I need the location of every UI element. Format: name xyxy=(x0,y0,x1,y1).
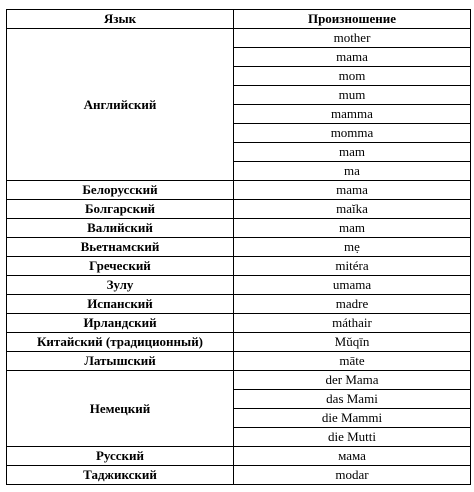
pronunciation-cell: māte xyxy=(234,352,471,371)
pronunciation-cell: mum xyxy=(234,86,471,105)
pronunciation-cell: mitéra xyxy=(234,257,471,276)
pronunciation-cell: die Mammi xyxy=(234,409,471,428)
table-row xyxy=(7,276,471,295)
language-cell: Белорусский xyxy=(7,181,234,200)
pronunciation-cell: momma xyxy=(234,124,471,143)
table-row xyxy=(7,314,471,333)
pronunciation-cell: ma xyxy=(234,162,471,181)
pronunciation-cell: mamma xyxy=(234,105,471,124)
pronunciation-cell: mam xyxy=(234,219,471,238)
language-column-header: Язык xyxy=(7,10,234,29)
pronunciation-cell: mẹ xyxy=(234,238,471,257)
language-cell: Испанский xyxy=(7,295,234,314)
pronunciation-cell: Mǔqīn xyxy=(234,333,471,352)
pronunciation-cell: máthair xyxy=(234,314,471,333)
language-cell: Болгарский xyxy=(7,200,234,219)
pronunciation-column-header: Произношение xyxy=(234,10,471,29)
language-cell: Английский xyxy=(7,29,234,181)
table-body xyxy=(7,29,471,485)
pronunciation-cell: der Mama xyxy=(234,371,471,390)
language-cell: Греческий xyxy=(7,257,234,276)
table-row xyxy=(7,29,471,48)
table-row xyxy=(7,219,471,238)
language-cell: Латышский xyxy=(7,352,234,371)
table-row xyxy=(7,295,471,314)
language-cell: Немецкий xyxy=(7,371,234,447)
table-row xyxy=(7,352,471,371)
pronunciation-cell: madre xyxy=(234,295,471,314)
table-row xyxy=(7,466,471,485)
language-cell: Китайский (традиционный) xyxy=(7,333,234,352)
pronunciation-cell: mama xyxy=(234,48,471,67)
pronunciation-cell: maĭka xyxy=(234,200,471,219)
pronunciation-cell: mama xyxy=(234,181,471,200)
pronunciation-cell: mom xyxy=(234,67,471,86)
table-row xyxy=(7,257,471,276)
pronunciation-cell: мама xyxy=(234,447,471,466)
table-row xyxy=(7,333,471,352)
language-cell: Валийский xyxy=(7,219,234,238)
pronunciation-cell: umama xyxy=(234,276,471,295)
pronunciation-cell: modar xyxy=(234,466,471,485)
language-cell: Зулу xyxy=(7,276,234,295)
pronunciation-cell: die Mutti xyxy=(234,428,471,447)
header-row xyxy=(7,10,471,29)
table-row xyxy=(7,447,471,466)
pronunciation-cell: mam xyxy=(234,143,471,162)
language-cell: Таджикский xyxy=(7,466,234,485)
mother-words-table xyxy=(6,9,471,485)
table-row xyxy=(7,371,471,390)
table-row xyxy=(7,181,471,200)
table-row xyxy=(7,238,471,257)
pronunciation-cell: das Mami xyxy=(234,390,471,409)
language-cell: Вьетнамский xyxy=(7,238,234,257)
language-cell: Ирландский xyxy=(7,314,234,333)
table-row xyxy=(7,200,471,219)
pronunciation-cell: mother xyxy=(234,29,471,48)
language-cell: Русский xyxy=(7,447,234,466)
